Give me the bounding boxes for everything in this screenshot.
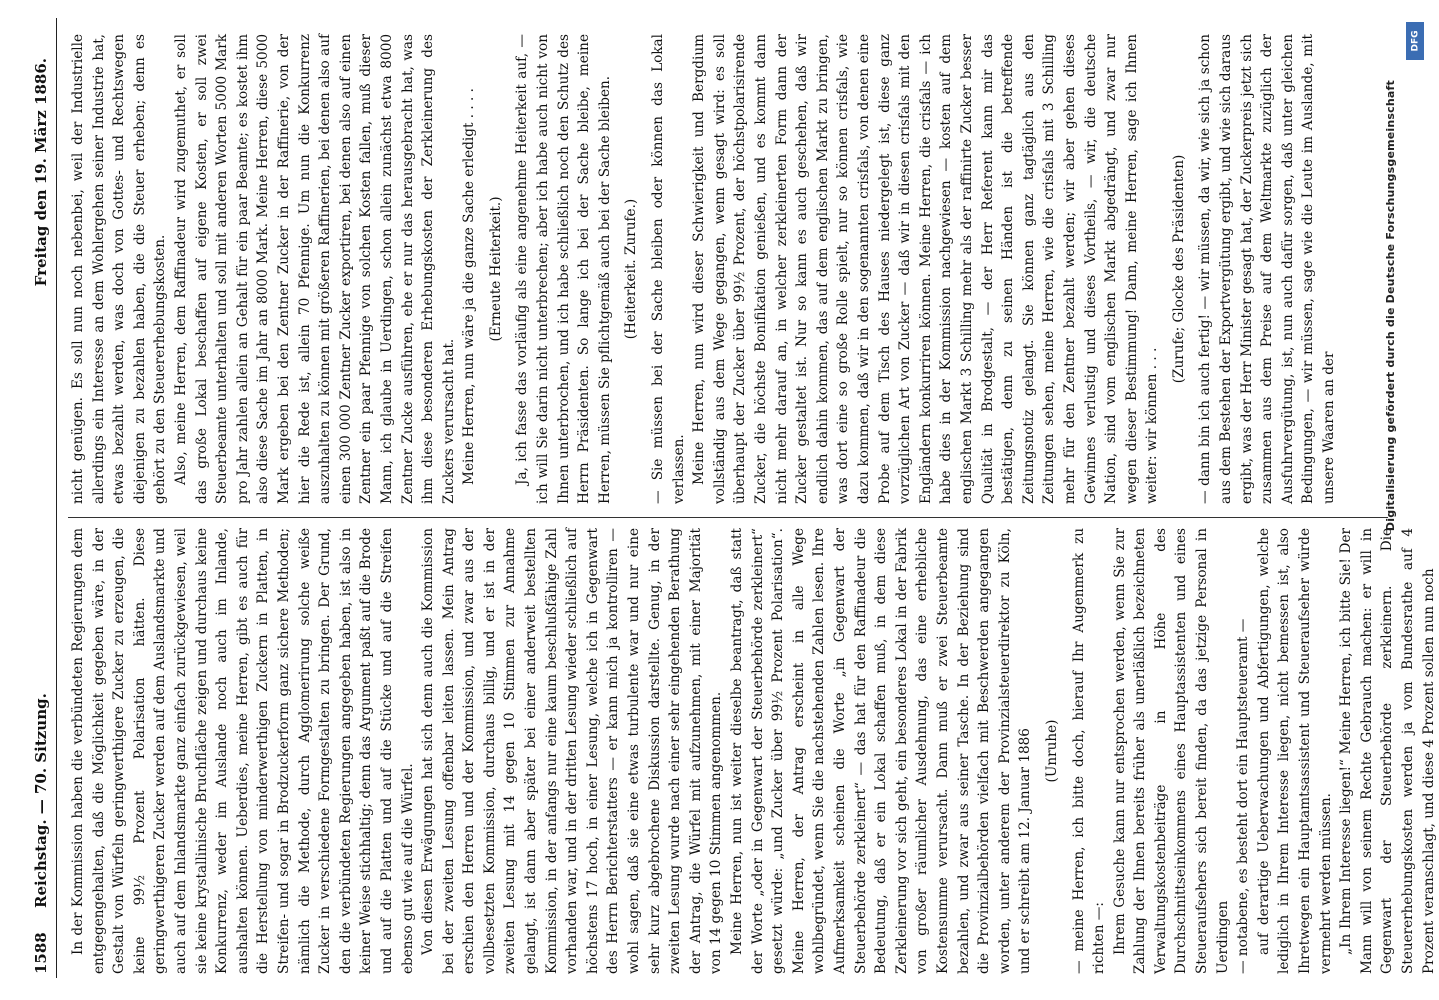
paragraph: Ja, ich fasse das vorläufig als eine angenehme Heiterkeit auf, — ich will Sie darin nicht unterbrechen; aber ich habe auch nicht von Ihnen unterbrochen, und ich habe schließlich noch den Schutz des Herrn Präsidenten. So lange ich bei der Sache bleibe, meine Herren, müssen Sie pflichtgemäß auch bei der Sache bleiben.: [514, 34, 613, 504]
header-left-title: Reichstag. — 70. Sitzung.: [32, 693, 50, 908]
paragraph: Meine Herren, nun wird dieser Schwierigkeit und Bergdium vollständig aus dem Wege gegangen, wenn gesagt wird: es soll überhaupt der Zucker über 99½ Prozent, der höchstpolarisirende Zucker, die höchste Bonifikation genießen, und es kommt dann nicht mehr darauf an, in welcher zerkleinerten Form dann der Zucker gestaltet ist. Nur so kann es auch geschehen, daß wir endlich dahin kommen, das auf dem englischen Markt zu bringen, was dort eine so große Rolle spielt, nur so können crisfals, wie dazu kommen, daß wir in den sogenannten crisfals, von denen eine Probe auf dem Tisch des Hauses niedergelegt ist, diese ganz vorzüglichen Art von Zucker — daß wir in diesen crisfals mit den Engländern konkurriren können. Meine Herren, die crisfals — ich habe dies in der Kommission nachgewiesen — kosten auf dem englischen Markt 3 Schilling mehr als der raffinirte Zucker besser Qualität in Brodgestalt, — der Herr Referent kann mir das bestätigen, denn zu seinen Händen ist die betreffende Zeitungsnotiz gelangt. Sie können ganz tagtäglich aus den Zeitungen sehen, meine Herren, wie die crisfals mit 3 Schilling mehr für den Zentner bezahlt werden; wir aber gehen dieses Gewinnes verlustig und dieses Vortheils, — wir, die deutsche Nation, sind vom englischen Markt abgedrängt, und zwar nur wegen dieser Bestimmung! Dann, meine Herren, sage ich Ihnen weiter: wir können . . .: [691, 34, 1161, 504]
paragraph: Also, meine Herren, dem Raffinadeur wird zugemuthet, er soll das große Lokal beschaffen auf eigene Kosten, er soll zwei Steuerbeamte unterhalten und soll mit anderen Worten 5000 Mark pro Jahr zahlen allein an Gehalt für ein paar Beamte; es kostet ihm also diese Sache im Jahr an 8000 Mark. Meine Herren, diese 5000 Mark ergeben bei den Zentner Zucker in der Raffinerie, von der hier die Rede ist, allein 70 Pfennige. Um nun die Konkurrenz auszuhalten zu können mit größeren Raffinerien, bei denen also auf einen 300 000 Zentner Zucker exportiren, bei denen also auf einen Zentner ein paar Pfennige von solchen Kosten fallen, muß dieser Mann, ich glaube in Uerdingen, schon allein zunächst etwa 8000 Zentner Zucke ausführen, ehe er nur das herausgebracht hat, was ihm diese besonderen Erhebungskosten der Zerkleinerung des Zuckers verursacht hat.: [172, 34, 457, 504]
header-right-title: Freitag den 19. März 1886.: [32, 58, 50, 287]
digitization-credit: Digitalisierung gefördert durch die Deutsche Forschungsgemeinschaft: [1384, 80, 1397, 532]
running-header: [28, 18, 57, 978]
paragraph: — meine Herren, ich bitte doch, hierauf Ihr Augenmerk zu richten —:: [1070, 528, 1108, 974]
paragraph: Meine Herren, nun wäre ja die ganze Sache erledigt . . . .: [461, 87, 478, 485]
text-column-right: [68, 34, 1388, 504]
interjection: (Zurufe; Glocke des Präsidenten): [1170, 154, 1187, 384]
text-column-left: [68, 528, 1437, 974]
paragraph: Ihrem Gesuche kann nur entsprochen werden, wenn Sie zur Zahlung der Ihnen bereits früher als unerläßlich bezeichneten Verwaltungskostenbeiträge in Höhe des Durchschnittseinkommens eines Hauptassistenten und eines Steueraufsehers sich bereit finden, da das jetzige Personal in Uerdingen: [1111, 528, 1231, 974]
paragraph: Meine Herren, nun ist weiter dieselbe beantragt, daß statt der Worte „oder in Gegenwart der Steuerbehörde zerkleinert“ gesetzt würde: „und Zucker über 99½ Prozent Polarisation“. Meine Herren, der Antrag erscheint in alle Wege wohlbegründet, wenn Sie die nachstehenden Zahlen lesen. Ihre Aufmerksamkeit scheinen die Worte „in Gegenwart der Steuerbehörde zerkleinert“ — das hat für den Raffinadeur die Bedeutung, daß er ein Lokal schaffen muß, in dem diese Zerkleinerung vor sich geht, ein besonderes Lokal in der Fabrik von großer räumlicher Ausdehnung, das eine erhebliche Kostensumme verursacht. Dann muß er zwei Steuerbeamte bezahlen, und zwar aus seiner Tasche. In der Beziehung sind die Provinzialbehörden vielfach mit Beschwerden angegangen worden, unter anderem der Provinzialsteuerdirektor zu Köln, und er schreibt am 12. Januar 1886: [729, 528, 1034, 974]
dfg-logo: DFG: [1406, 22, 1424, 60]
paragraph: — Sie müssen bei der Sache bleiben oder können das Lokal verlassen.: [650, 34, 687, 504]
paragraph: auf derartige Ueberwachungen und Abfertigungen, welche lediglich in Ihrem Interesse liegen, nicht bemessen ist, also Ihretwegen ein Hauptamtsassistent und Steueraufseher würde vermehrt werden müssen.: [1255, 528, 1334, 974]
page-number: 1588: [32, 932, 50, 974]
interjection: (Unruhe): [1043, 719, 1060, 783]
paragraph: Von diesen Erwägungen hat sich denn auch die Kommission bei der zweiten Lesung offenbar leiten lassen. Mein Antrag erschien den Herren und der Kommission, und zwar aus der vollbesetzten Kommission, durchaus billig, und er ist in der zweiten Lesung mit 14 gegen 10 Stimmen zur Annahme gelangt, ist dann aber später bei einer anderweit bestellten Kommission, in der anfangs nur eine kaum beschlußfähige Zahl vorhanden war, und in der dritten Lesung wieder schließlich auf höchstens 17 hoch, in einer Lesung, welche ich in Gegenwart des Herrn Berichterstatters — er kann mich ja kontrolliren — wohl sagen, daß sie eine etwas turbulente war und nur eine sehr kurz abgebrochene Diskussion darstellte. Genug, in der zweiten Lesung wurde nach einer sehr eingehenden Berathung der Antrag, die Würfel mit aufzunehmen, mit einer Majorität von 14 gegen 10 Stimmen angenommen.: [420, 528, 725, 974]
interjection: (Heiterkeit. Zurufe.): [623, 198, 640, 340]
column-divider: [68, 517, 1388, 518]
paragraph: „In Ihrem Interesse liegen!“ Meine Herren, ich bitte Sie! Der Mann will von seinem Rechte Gebrauch machen: er will in Gegenwart der Steuerbehörde zerkleinern. Die Steuererhebungskosten werden ja vom Bundesrathe auf 4 Prozent veranschlagt, und diese 4 Prozent sollen nun noch: [1338, 528, 1437, 974]
paragraph: nicht genügen. Es soll nun noch nebenbei, weil der Industrielle allerdings ein Interesse an dem Wohlergehen seiner Industrie hat, etwas bezahlt werden, was doch von Gottes- und Rechtswegen diejenigen zu bezahlen haben, die die Steuer erheben; denn es gehört zu den Steuererhebungskosten.: [70, 34, 169, 504]
interjection: (Erneute Heiterkeit.): [487, 196, 504, 342]
paragraph: — notabene, es besteht dort ein Hauptsteueramt —: [1235, 618, 1252, 974]
paragraph: — dann bin ich auch fertig! — wir müssen, da wir, wie sich ja schon aus dem Bestehen der Exportvergütung ergibt, und wie sich daraus ergibt, was der Herr Minister gesagt hat, der Zuckerpreis jetzt sich zusammen aus dem Preise auf dem Weltmarkte zuzüglich der Ausfuhrvergütung, ist, nun auch dafür sorgen, daß unter gleichen Bedingungen, — wir müssen, sage wie die Leute im Auslande, mit unsere Waaren an der: [1197, 34, 1338, 504]
paragraph: In der Kommission haben die verbündeten Regierungen dem entgegengehalten, daß die Möglichkeit gegeben wäre, in der Gestalt von Würfeln geringwerthigere Zucker zu erzeugen, die keine 99½ Prozent Polarisation hätten. Diese geringwerthigeren Zucker werden auf dem Auslandsmarkte und auch auf dem Inlandsmarkte ganz einfach zurückgewiesen, weil sie keine krystallinische Bruchfläche zeigen und durchaus keine Konkurrenz, weder im Auslande noch auch im Inlande, aushalten können. Ueberdies, meine Herren, gibt es auch für die Herstellung von minderwerthigen Zuckern in Platten, in Streifen- und sogar in Brodzuckerform ganz sichere Methoden; nämlich die Methode, durch Agglomerirung solche weiße Zucker in verschiedene Formgestalten zu bringen. Der Grund, den die verbündeten Regierungen angegeben haben, ist also in keiner Weise stichhaltig; denn das Argument paßt auf die Brode und auf die Platten und auf die Stücke und auf die Streifen ebenso gut wie auf die Würfel.: [70, 528, 416, 974]
